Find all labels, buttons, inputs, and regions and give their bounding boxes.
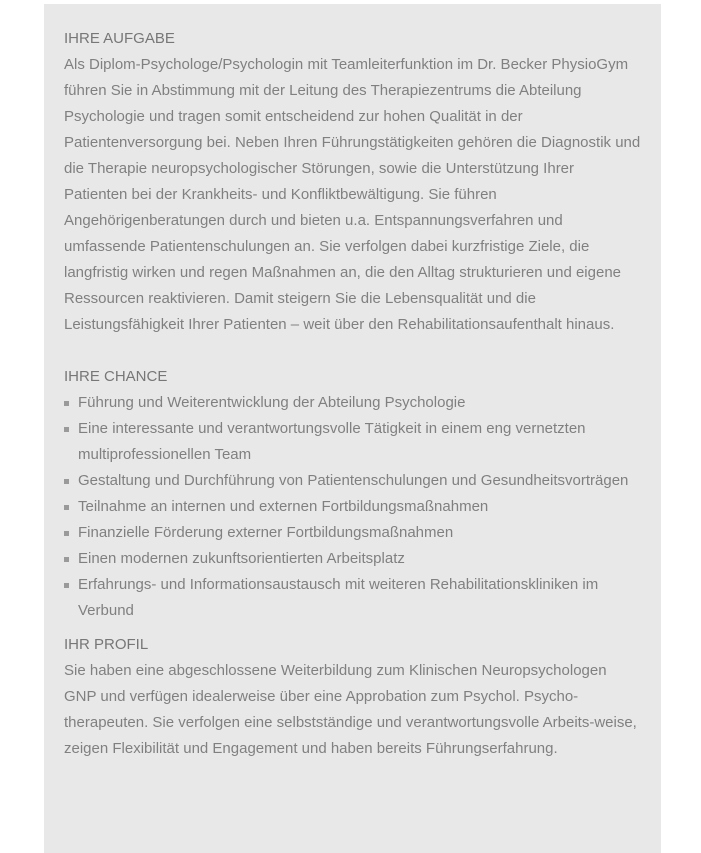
section-text-profil: Sie haben eine abgeschlossene Weiterbildung zum Klinischen Neuropsychologen GNP und verfügen idealerweise über eine Approbation zum Psychol. Psycho-therapeuten. Sie verfolgen eine selbstständige und verantwortungsvolle Arbeits-weise, zeigen Flexibilität und Engagement und haben bereits Führungserfahrung.	[64, 662, 637, 757]
bullet-icon	[64, 531, 69, 536]
bullet-icon	[64, 479, 69, 484]
list-item	[64, 494, 641, 520]
section-spacer	[64, 338, 641, 364]
list-item	[64, 572, 641, 624]
section-heading-chance: IHRE CHANCE	[64, 368, 168, 385]
list-item-label: Teilnahme an internen und externen Fortbildungsmaßnahmen	[78, 498, 489, 515]
list-item-label: Erfahrungs- und Informationsaustausch mit weiteren Rehabilitationskliniken im Verbund	[78, 576, 599, 619]
bullet-icon	[64, 505, 69, 510]
list-item	[64, 390, 641, 416]
list-item-label: Führung und Weiterentwicklung der Abteilung Psychologie	[78, 394, 466, 411]
list-item-label: Finanzielle Förderung externer Fortbildungsmaßnahmen	[78, 524, 454, 541]
list-item	[64, 520, 641, 546]
section-spacer	[64, 624, 641, 632]
bullet-icon	[64, 557, 69, 562]
bullet-icon	[64, 401, 69, 406]
section-heading-profil: IHR PROFIL	[64, 636, 149, 653]
section-heading-aufgabe: IHRE AUFGABE	[64, 30, 175, 47]
list-item-label: Eine interessante und verantwortungsvolle Tätigkeit in einem eng vernetzten multiprofessionellen Team	[78, 420, 586, 463]
list-item	[64, 468, 641, 494]
list-item-label: Einen modernen zukunftsorientierten Arbeitsplatz	[78, 550, 405, 567]
bullet-icon	[64, 427, 69, 432]
job-description-panel	[44, 4, 661, 853]
section-text-aufgabe: Als Diplom-Psychologe/Psychologin mit Teamleiterfunktion im Dr. Becker PhysioGym führen Sie in Abstimmung mit der Leitung des Therapiezentrums die Abteilung Psychologie und tragen somit entscheidend zur hohen Qualität in der Patientenversorgung bei. Neben Ihren Führungstätigkeiten gehören die Diagnostik und die Therapie neuropsychologischer Störungen, sowie die Unterstützung Ihrer Patienten bei der Krankheits- und Konfliktbewältigung. Sie führen Angehörigenberatungen durch und bieten u.a. Entspannungsverfahren und umfassende Patientenschulungen an. Sie verfolgen dabei kurzfristige Ziele, die langfristig wirken und regen Maßnahmen an, die den Alltag strukturieren und eigene Ressourcen reaktivieren. Damit steigern Sie die Lebensqualität und die Leistungsfähigkeit Ihrer Patienten – weit über den Rehabilitationsaufenthalt hinaus.	[64, 56, 641, 333]
chance-list	[64, 390, 641, 624]
list-item-label: Gestaltung und Durchführung von Patientenschulungen und Gesundheitsvorträgen	[78, 472, 629, 489]
list-item	[64, 546, 641, 572]
bullet-icon	[64, 583, 69, 588]
list-item	[64, 416, 641, 468]
